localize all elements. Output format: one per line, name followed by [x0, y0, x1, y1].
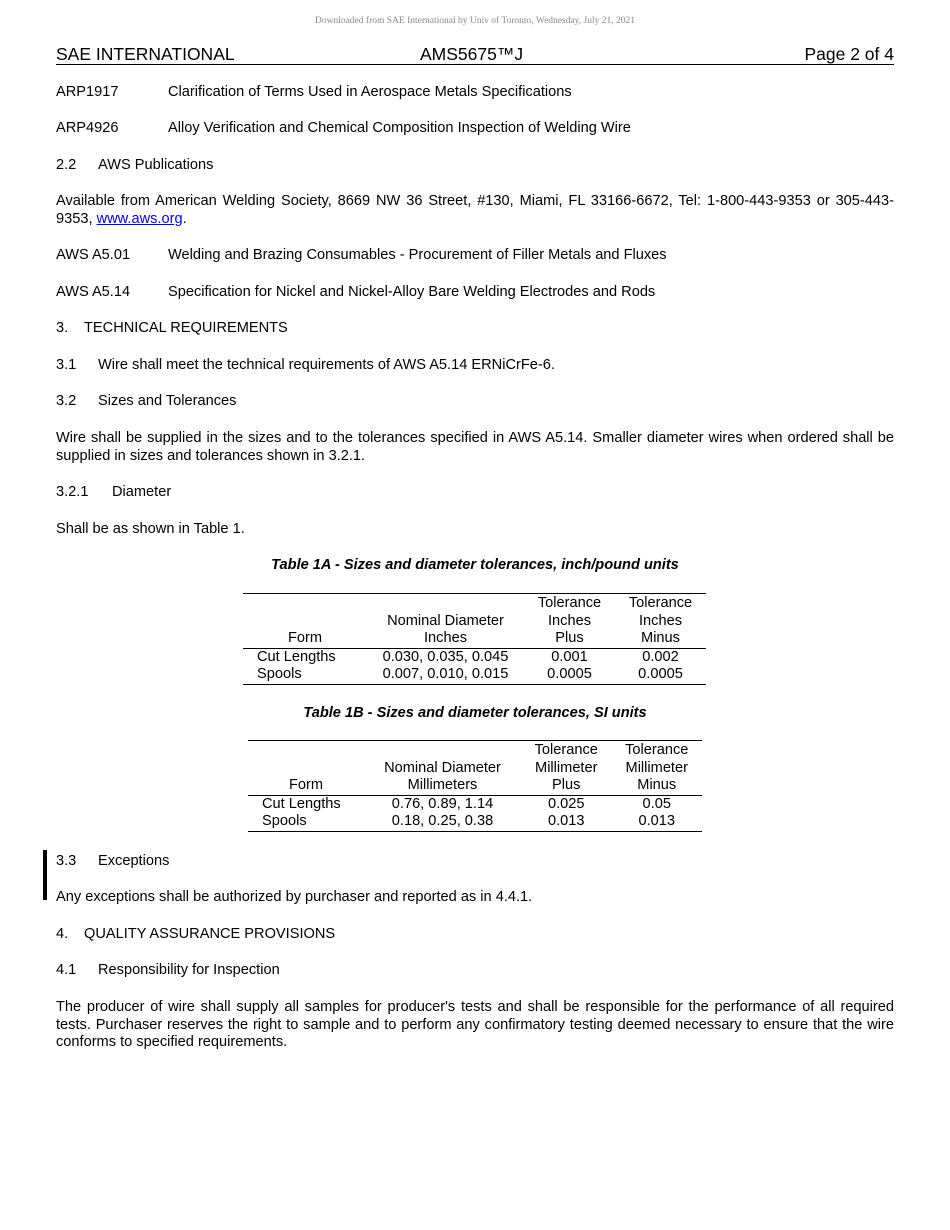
- table-row: [248, 813, 702, 831]
- table-cell: 0.013: [638, 813, 676, 830]
- section-4-heading: [56, 926, 335, 942]
- aws-availability-end: .: [182, 210, 187, 227]
- table-cell: Cut Lengths: [262, 795, 341, 812]
- reference-title: Welding and Brazing Consumables - Procurement of Filler Metals and Fluxes: [168, 247, 667, 263]
- column-header-tolerance-minus: Tolerance Inches Minus: [615, 594, 706, 649]
- column-header-nominal-diameter: Nominal Diameter Inches: [367, 594, 524, 649]
- reference-code: ARP4926: [56, 120, 119, 136]
- download-notice: Downloaded from SAE International by Univ of Toronto, Wednesday, July 21, 2021: [314, 16, 636, 26]
- section-number: 3.: [56, 320, 69, 336]
- revision-change-bar: [43, 850, 47, 900]
- aws-availability-text: Available from American Welding Society, 8669 NW 36 Street, #130, Miami, FL 33166-6672, Tel: 1-800-443-9353 or 305-443-9353,: [56, 193, 894, 227]
- table-cell: 0.0005: [638, 666, 683, 683]
- section-2-2-heading: [56, 157, 213, 173]
- section-title: Exceptions: [98, 853, 170, 869]
- column-header-tolerance-minus: Tolerance Millimeter Minus: [612, 741, 703, 796]
- column-header-tolerance-plus: Tolerance Inches Plus: [524, 594, 615, 649]
- reference-code: ARP1917: [56, 84, 119, 100]
- reference-code: AWS A5.01: [56, 247, 131, 263]
- section-title: QUALITY ASSURANCE PROVISIONS: [84, 926, 336, 942]
- table-row: [243, 666, 706, 684]
- sizes-paragraph: Wire shall be supplied in the sizes and to the tolerances specified in AWS A5.14. Smaller diameter wires when ordered shall be supplied in sizes and tolerances shown in 3.2.1.: [56, 430, 894, 464]
- table-cell: 0.18, 0.25, 0.38: [391, 813, 494, 830]
- section-title: Responsibility for Inspection: [98, 962, 280, 978]
- section-3-1: [56, 357, 555, 373]
- section-title: AWS Publications: [98, 157, 214, 173]
- reference-title: Clarification of Terms Used in Aerospace Metals Specifications: [168, 84, 572, 100]
- section-3-2-1-heading: [56, 484, 171, 500]
- table-1a-caption: Table 1A - Sizes and diameter tolerances, inch/pound units: [271, 557, 679, 573]
- section-title: Diameter: [112, 484, 172, 500]
- table-cell: 0.030, 0.035, 0.045: [382, 648, 509, 665]
- table-cell: Cut Lengths: [257, 648, 336, 665]
- reference-title: Alloy Verification and Chemical Composition Inspection of Welding Wire: [168, 120, 631, 136]
- reference-aws-a5-14: [56, 284, 894, 302]
- table-cell: Spools: [262, 813, 307, 830]
- section-number: 3.3: [56, 853, 77, 869]
- table-cell: 0.025: [547, 795, 585, 812]
- section-number: 3.1: [56, 357, 77, 373]
- diameter-paragraph: Shall be as shown in Table 1.: [56, 521, 245, 537]
- section-number: 4.: [56, 926, 69, 942]
- section-number: 3.2.1: [56, 484, 89, 500]
- table-header-row: [243, 594, 706, 649]
- table-cell: 0.007, 0.010, 0.015: [382, 666, 509, 683]
- section-3-2-heading: [56, 393, 236, 409]
- table-cell: 0.013: [547, 813, 585, 830]
- section-number: 4.1: [56, 962, 77, 978]
- table-1b: [248, 740, 702, 832]
- table-row: [243, 648, 706, 666]
- section-4-1-heading: [56, 962, 280, 978]
- table-1a: [243, 593, 706, 685]
- column-header-tolerance-plus: Tolerance Millimeter Plus: [521, 741, 612, 796]
- column-header-form: Form: [248, 741, 364, 796]
- reference-arp1917: [56, 84, 894, 102]
- table-1b-caption: Table 1B - Sizes and diameter tolerances, SI units: [303, 705, 647, 721]
- section-number: 2.2: [56, 157, 77, 173]
- aws-website-link[interactable]: www.aws.org: [96, 210, 183, 227]
- table-header-row: [248, 741, 702, 796]
- header-org: SAE INTERNATIONAL: [56, 44, 235, 64]
- page-header: [56, 44, 894, 65]
- table-row: [248, 795, 702, 813]
- column-header-form: Form: [243, 594, 367, 649]
- table-cell: 0.76, 0.89, 1.14: [391, 795, 494, 812]
- reference-arp4926: [56, 120, 894, 138]
- table-cell: 0.05: [642, 795, 671, 812]
- section-title: TECHNICAL REQUIREMENTS: [84, 320, 288, 336]
- reference-aws-a5-01: [56, 247, 894, 265]
- reference-code: AWS A5.14: [56, 284, 131, 300]
- section-3-heading: [56, 320, 288, 336]
- header-page-number: Page 2 of 4: [804, 44, 894, 64]
- section-text: Wire shall meet the technical requirements of AWS A5.14 ERNiCrFe-6.: [98, 357, 555, 373]
- table-cell: 0.0005: [547, 666, 592, 683]
- section-3-3-heading: [56, 853, 169, 869]
- column-header-nominal-diameter: Nominal Diameter Millimeters: [364, 741, 521, 796]
- section-number: 3.2: [56, 393, 77, 409]
- exceptions-paragraph: Any exceptions shall be authorized by purchaser and reported as in 4.4.1.: [56, 889, 533, 905]
- section-title: Sizes and Tolerances: [98, 393, 237, 409]
- reference-title: Specification for Nickel and Nickel-Alloy Bare Welding Electrodes and Rods: [168, 284, 656, 300]
- table-cell: 0.002: [642, 648, 679, 665]
- inspection-paragraph: The producer of wire shall supply all samples for producer's tests and shall be responsible for the performance of all required tests. Purchaser reserves the right to sample and to perform any confirmatory testing deemed necessary to ensure that the wire conforms to specified requirements.: [56, 999, 894, 1050]
- aws-availability-paragraph: [56, 193, 894, 228]
- table-cell: 0.001: [551, 648, 588, 665]
- header-doc-number: AMS5675™J: [420, 44, 524, 64]
- table-cell: Spools: [257, 666, 302, 683]
